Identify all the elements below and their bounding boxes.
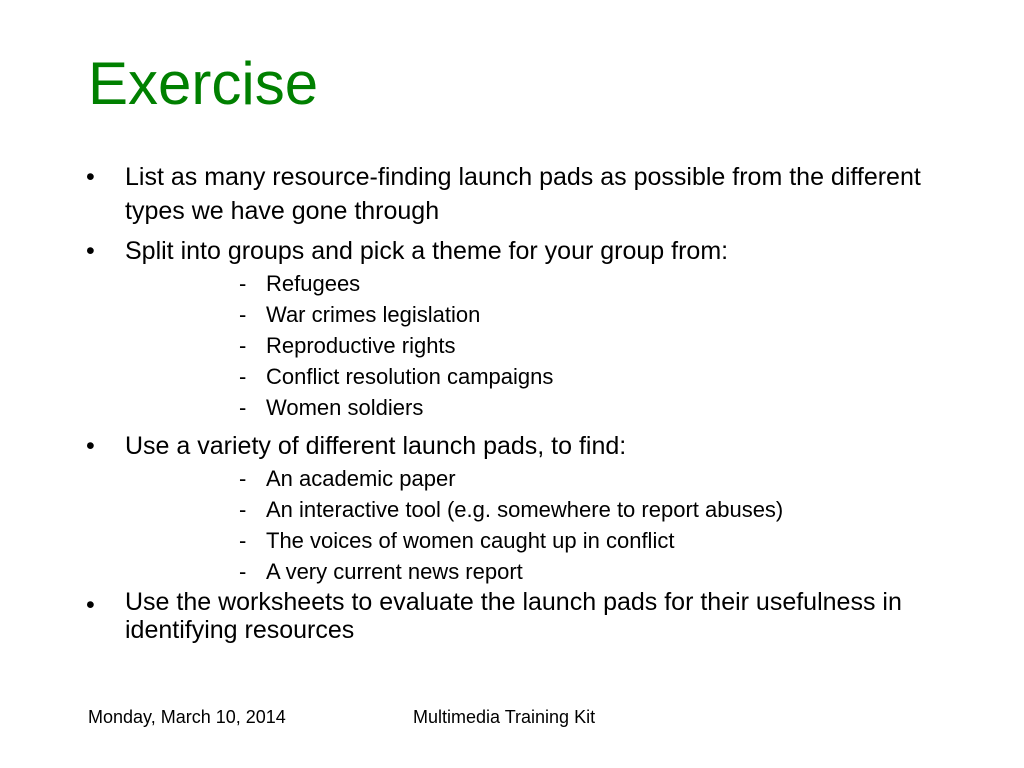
bullet-icon: • [86, 591, 95, 619]
dash-icon: - [239, 333, 247, 358]
dash-icon: - [239, 497, 247, 522]
footer-date: Monday, March 10, 2014 [88, 707, 286, 727]
dash-icon: - [239, 466, 247, 491]
sub-item: Refugees [266, 271, 361, 296]
slide-title: Exercise [88, 50, 319, 117]
sub-item: An academic paper [266, 466, 456, 491]
bullet-icon: • [86, 237, 95, 265]
sub-item: Women soldiers [266, 395, 424, 420]
sub-item: An interactive tool (e.g. somewhere to report abuses) [266, 497, 784, 522]
dash-icon: - [239, 364, 247, 389]
bullet-item-1: List as many resource-finding launch pads as possible from the different types we have gone through [125, 163, 921, 225]
bullet-icon: • [86, 432, 95, 460]
bullet-item-3: Use a variety of different launch pads, to find: [125, 432, 627, 460]
sub-item: A very current news report [266, 559, 523, 584]
sub-item: Reproductive rights [266, 333, 456, 358]
sub-item: The voices of women caught up in conflict [266, 528, 675, 553]
bullet-item-2: Split into groups and pick a theme for your group from: [125, 237, 729, 265]
bullet-icon: • [86, 163, 95, 191]
sub-item: Conflict resolution campaigns [266, 364, 554, 389]
dash-icon: - [239, 302, 247, 327]
dash-icon: - [239, 559, 247, 584]
dash-icon: - [239, 528, 247, 553]
dash-icon: - [239, 395, 247, 420]
bullet-item-4: Use the worksheets to evaluate the launch pads for their usefulness in identifying resources [125, 588, 902, 644]
footer-center-text: Multimedia Training Kit [413, 707, 596, 727]
sub-item: War crimes legislation [266, 302, 481, 327]
dash-icon: - [239, 271, 247, 296]
